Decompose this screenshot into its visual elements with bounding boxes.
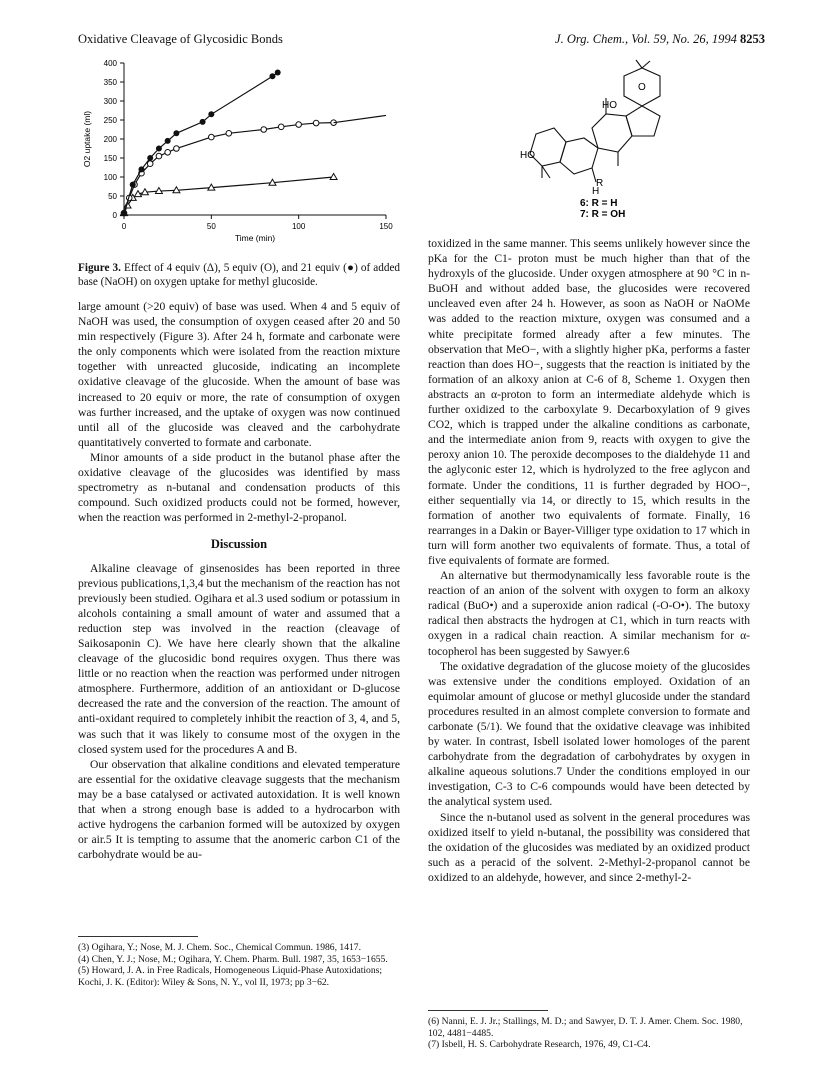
compound-label-7: 7: R = OH [580,209,626,218]
data-point-filled-circle [156,146,162,152]
y-tick-label: 350 [103,78,117,87]
footnotes-left [78,942,400,988]
x-axis-label: Time (min) [234,233,276,243]
series-line [124,177,334,213]
data-point-open-circle [296,122,302,128]
footnote: (7) Isbell, H. S. Carbohydrate Research, 1976, 49, C1-C4. [428,1039,651,1051]
data-point-open-circle [313,120,319,126]
data-point-open-circle [147,161,153,167]
footnote-rule [428,1010,548,1011]
structure-label-h: H [592,186,600,197]
data-point-open-circle [174,146,180,152]
compound-label-6: 6: R = H [580,198,618,209]
series-line-extension [334,115,386,122]
data-point-open-circle [226,131,232,137]
footnote: (5) Howard, J. A. in Free Radicals, Homogeneous Liquid-Phase Autoxidations; Kochi, J. K. (Editor): Wiley & Sons, N. Y., vol II, 1973; pp 3−62. [78,965,383,988]
footnote: (4) Chen, Y. J.; Nose, M.; Ogihara, Y. Chem. Pharm. Bull. 1987, 35, 1653−1655. [78,953,388,965]
x-tick-label: 0 [121,222,127,231]
running-header-journal [555,32,765,47]
structure-label-ho-top: HO [602,100,617,111]
data-point-filled-circle [121,210,127,216]
x-tick-label: 50 [206,222,216,231]
left-column [78,262,400,862]
paragraph: Our observation that alkaline conditions and elevated temperature are essential for the oxidative cleavage suggests that the mechanism may be a base catalysed or activated autoxidation. It is well known that when a strong enough base is added to a hydrocarbon with active hydrogens the carbanion formed will be autoxized by oxygen or air.5 It is tempting to assume that the anomeric carbon C1 of the carbohydrate would be au- [78,757,400,862]
figure-caption-text: Effect of 4 equiv (Δ), 5 equiv (O), and 21 equiv (●) of added base (NaOH) on oxygen uptake for methyl glucoside. [78,262,401,288]
structure-label-ho-left: HO [520,150,535,161]
data-point-open-circle [165,150,171,156]
paragraph: Since the n-butanol used as solvent in the general procedures was oxidized itself to yield n-butanal, the possibility was considered that the oxidation of the glucosides was mediated by an oxidized product such as a peracid of the solvent. 2-Methyl-2-propanol cannot be oxidized to an aldehyde, however, and since 2-methyl-2- [428,810,750,884]
structure-label-r: R [596,178,604,189]
structure-label-o: O [638,82,646,93]
paragraph: Minor amounts of a side product in the butanol phase after the oxidative cleavage of the glucosides was identified by mass spectrometry as n-butanal and condensation products of this compound. Such oxidized products could not be formed, however, when the reaction was performed in 2-methyl-2-propanol. [78,450,400,525]
y-tick-label: 300 [103,97,117,106]
x-tick-label: 100 [291,222,306,231]
paragraph: An alternative but thermodynamically less favorable route is the reaction of an anion of the solvent with oxygen to form an alkoxy radical (BuO•) and a superoxide anion radical (-O-O•). The butoxy radical then abstracts the hydrogen at C1, which in turn reacts with oxygen in a radical chain reaction. A similar mechanism for α-tocopherol has been suggested by Sawyer.6 [428,569,750,658]
data-point-open-circle [156,153,162,159]
data-point-filled-circle [208,111,214,117]
y-tick-label: 150 [103,154,117,163]
data-point-filled-circle [165,138,171,144]
data-point-filled-circle [275,70,281,76]
x-tick-label: 150 [379,222,393,231]
footnote: (3) Ogihara, Y.; Nose, M. J. Chem. Soc., Chemical Commun. 1986, 1417. [78,942,361,953]
footnotes-right [428,1016,750,1051]
y-tick-label: 250 [103,116,117,125]
data-point-filled-circle [138,166,144,172]
oxygen-uptake-chart [76,55,406,250]
figure-caption [78,262,400,289]
data-point-filled-circle [173,130,179,136]
y-tick-label: 0 [112,211,117,220]
data-point-filled-circle [200,119,206,125]
y-tick-label: 100 [103,173,117,182]
running-header-title: Oxidative Cleavage of Glycosidic Bonds [78,32,283,46]
footnote-rule [78,936,198,937]
data-point-filled-circle [269,73,275,79]
y-tick-label: 50 [108,192,117,201]
page-number: 8253 [740,32,765,46]
y-axis-label: O2 uptake (ml) [82,110,92,168]
paragraph: Alkaline cleavage of ginsenosides has been reported in three previous publications,1,3,4 but the mechanism of the reaction has not previously been studied. Ogihara et al.3 used sodium or potassium in alcohols containing a small amount of water and assumed that a reduction step was involved in the reaction (cleavage of Saikosaponin C). We have here clearly shown that the alkaline cleavage of the glucosidic bond requires oxygen. Thus there was little or no reaction when the reaction was performed under nitrogen atmosphere. Furthermore, addition of an antioxidant or D-glucose decreased the rate and the conversion of the reaction. The amount of anti-oxidant required to completely inhibit the reaction of 3, 4, and 5, was such that it was likely to consume most of the oxygen in the closed system used for the procedures A and B. [78,561,400,756]
paragraph: toxidized in the same manner. This seems unlikely however since the pKa for the C1- proton must be much higher than that of the hydroxyls of the glucoside. Under oxygen atmosphere at 90 °C in n-BuOH and without added base, the glucosides were recovered uncleaved even after 24 h. However, as soon as NaOH or NaOMe was added to the reaction mixture, oxygen was consumed and a white precipitate formed already after a few minutes. The observation that MeO−, with a slightly higher pKa, performs a faster reaction than does HO−, suggests that the reaction is initiated by the formation of an alkoxy anion at C-6 of 8, Scheme 1. Oxygen then abstracts an α-proton to form an intermediate aldehyde which is further oxidized to the carboxylate 9. Decarboxylation of 9 gives CO2, which is trapped under the alkaline conditions as carbonate, and the intermediate anion from 9, reacts with oxygen to give the peroxy anion 10. The peroxide decomposes to the dialdehyde 11 and the aglyconic ester 12, which is hydrolyzed to the free aglycon and formate. Under the conditions, 11 is further degraded by HOO−, either sequentially via 14, or directly to 15, which results in the formation of another two equivalents of formate. Finally, 16 rearranges in a Dakin or Bayer-Villiger type oxidation to 17 which in turn will form another two equivalents of formate. Thus, a total of five equivalents of formate are formed. [428,237,750,567]
data-point-triangle [330,174,337,180]
data-point-open-circle [261,127,267,133]
section-heading: Discussion [210,537,268,552]
y-tick-label: 200 [103,135,117,144]
data-point-filled-circle [130,182,136,188]
y-tick-label: 400 [103,59,117,68]
right-column [428,236,750,885]
paragraph: The oxidative degradation of the glucose moiety of the glucosides was extensive under the conditions employed. Oxidation of an equimolar amount of glucose or methyl glucoside under the standard procedures resulted in an almost complete conversion to formate and carbonate (5/1). We found that the oxidative cleavage was inhibited by water. In contrast, Isbell isolated lower homologes of the parent carbohydrate from the degradation of carbohydrates by oxygen in alkaline aqueous solutions.7 Under the conditions employed in our investigation, C-3 to C-6 compounds would have been detected by the analytical system used. [428,659,750,809]
paragraph: large amount (>20 equiv) of base was used. When 4 and 5 equiv of NaOH was used, the consumption of oxygen ceased after 20 and 50 min respectively (Figure 3). After 24 h, formate and carbonate were the only components which were isolated from the reaction mixture together with unreacted glucoside, indicating an incomplete oxidative cleavage of the glucoside. When the amount of base was increased to 20 equiv or more, the rate of consumption of oxygen was further increased, and the uptake of oxygen was now continued until all of the glucoside was cleaved and the carbohydrate quantitatively converted to formate and carbonate. [78,300,400,449]
steroid-structure-diagram [520,58,720,218]
data-point-open-circle [209,134,215,140]
footnote: (6) Nanni, E. J. Jr.; Stallings, M. D.; and Sawyer, D. T. J. Amer. Chem. Soc. 1980, 102, 4481−4485. [428,1016,743,1039]
data-point-filled-circle [147,155,153,161]
journal-citation: J. Org. Chem., Vol. 59, No. 26, 1994 [555,32,737,46]
figure-label: Figure 3. [78,262,121,274]
data-point-open-circle [278,124,284,130]
